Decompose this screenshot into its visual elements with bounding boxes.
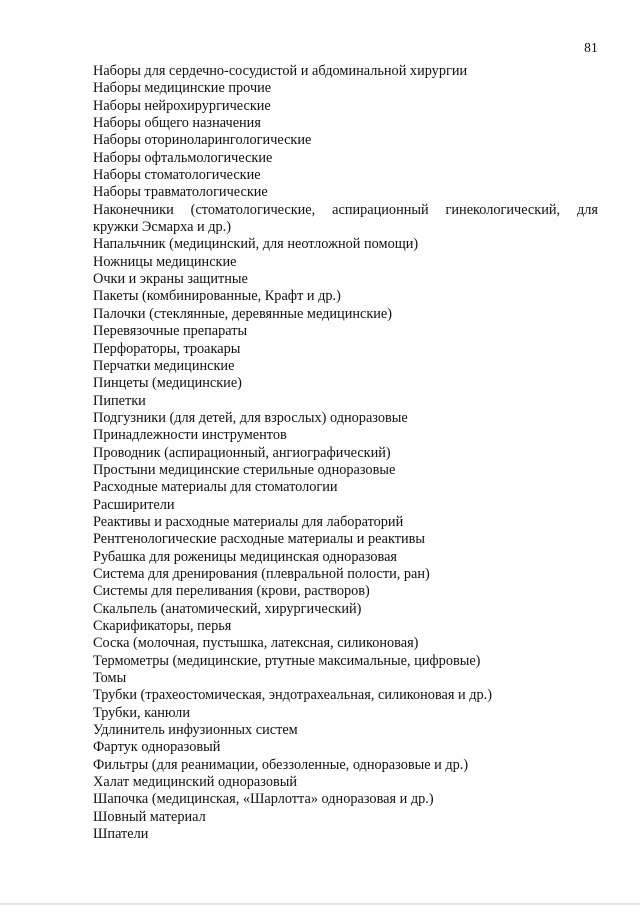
list-item-justified (93, 202, 598, 219)
list-item: Шпатели (93, 826, 149, 843)
list-item-line: Наконечники (стоматологические, аспирационный гинекологический, для (93, 201, 598, 218)
list-item: Удлинитель инфузионных систем (93, 722, 298, 739)
list-item: Наборы стоматологические (93, 167, 261, 184)
list-item: Ножницы медицинские (93, 253, 237, 270)
list-item: Палочки (стеклянные, деревянные медицинские) (93, 305, 393, 322)
list-item: Расширители (93, 496, 175, 513)
list-item: Шапочка (медицинская, «Шарлотта» одноразовая и др.) (93, 791, 434, 808)
list-item: Томы (93, 670, 127, 687)
list-item: Простыни медицинские стерильные одноразовые (93, 461, 396, 478)
list-item: Термометры (медицинские, ртутные максимальные, цифровые) (93, 652, 481, 669)
list-item: Шовный материал (93, 808, 206, 825)
list-item: Скарификаторы, перья (93, 618, 232, 634)
list-item: Фартук одноразовый (93, 739, 221, 756)
list-item: Перчатки медицинские (93, 357, 235, 374)
list-item: Подгузники (для детей, для взрослых) одноразовые (93, 409, 408, 426)
list-item: Наборы нейрохирургические (93, 97, 271, 114)
list-item: Пинцеты (медицинские) (93, 375, 242, 392)
list-item: Наборы травматологические (93, 184, 268, 201)
list-item: Наборы общего назначения (93, 115, 261, 132)
list-item: Наборы медицинские прочие (93, 80, 272, 97)
list-item: Принадлежности инструментов (93, 427, 287, 444)
product-list (93, 63, 598, 843)
list-item: Пакеты (комбинированные, Крафт и др.) (93, 288, 341, 305)
list-item: Система для дренирования (плевральной полости, ран) (93, 565, 430, 582)
list-item: Системы для переливания (крови, растворов) (93, 583, 370, 600)
list-item: Халат медицинский одноразовый (93, 774, 298, 791)
list-item-continuation: кружки Эсмарха и др.) (93, 219, 232, 236)
list-item: Скальпель (анатомический, хирургический) (93, 600, 362, 617)
list-item: Наборы для сердечно-сосудистой и абдоминальной хирургии (93, 63, 468, 79)
list-item: Трубки (трахеостомическая, эндотрахеальная, силиконовая и др.) (93, 687, 492, 704)
list-item: Очки и экраны защитные (93, 271, 248, 288)
list-item: Пипетки (93, 392, 146, 409)
list-item: Расходные материалы для стоматологии (93, 479, 338, 496)
list-item: Наборы оториноларингологические (93, 132, 312, 149)
list-item: Проводник (аспирационный, ангиографический) (93, 444, 391, 461)
list-item: Соска (молочная, пустышка, латексная, силиконовая) (93, 635, 419, 652)
list-item: Трубки, канюли (93, 704, 190, 721)
page-number: 81 (584, 40, 598, 55)
list-item: Рентгенологические расходные материалы и реактивы (93, 531, 425, 548)
list-item: Фильтры (для реанимации, обеззоленные, одноразовые и др.) (93, 756, 469, 773)
list-item: Рубашка для роженицы медицинская одноразовая (93, 548, 398, 565)
list-item: Напальчник (медицинский, для неотложной помощи) (93, 236, 419, 253)
list-item: Перевязочные препараты (93, 323, 248, 340)
list-item: Реактивы и расходные материалы для лабораторий (93, 513, 404, 530)
list-item: Наборы офтальмологические (93, 149, 273, 166)
list-item: Перфораторы, троакары (93, 340, 241, 357)
